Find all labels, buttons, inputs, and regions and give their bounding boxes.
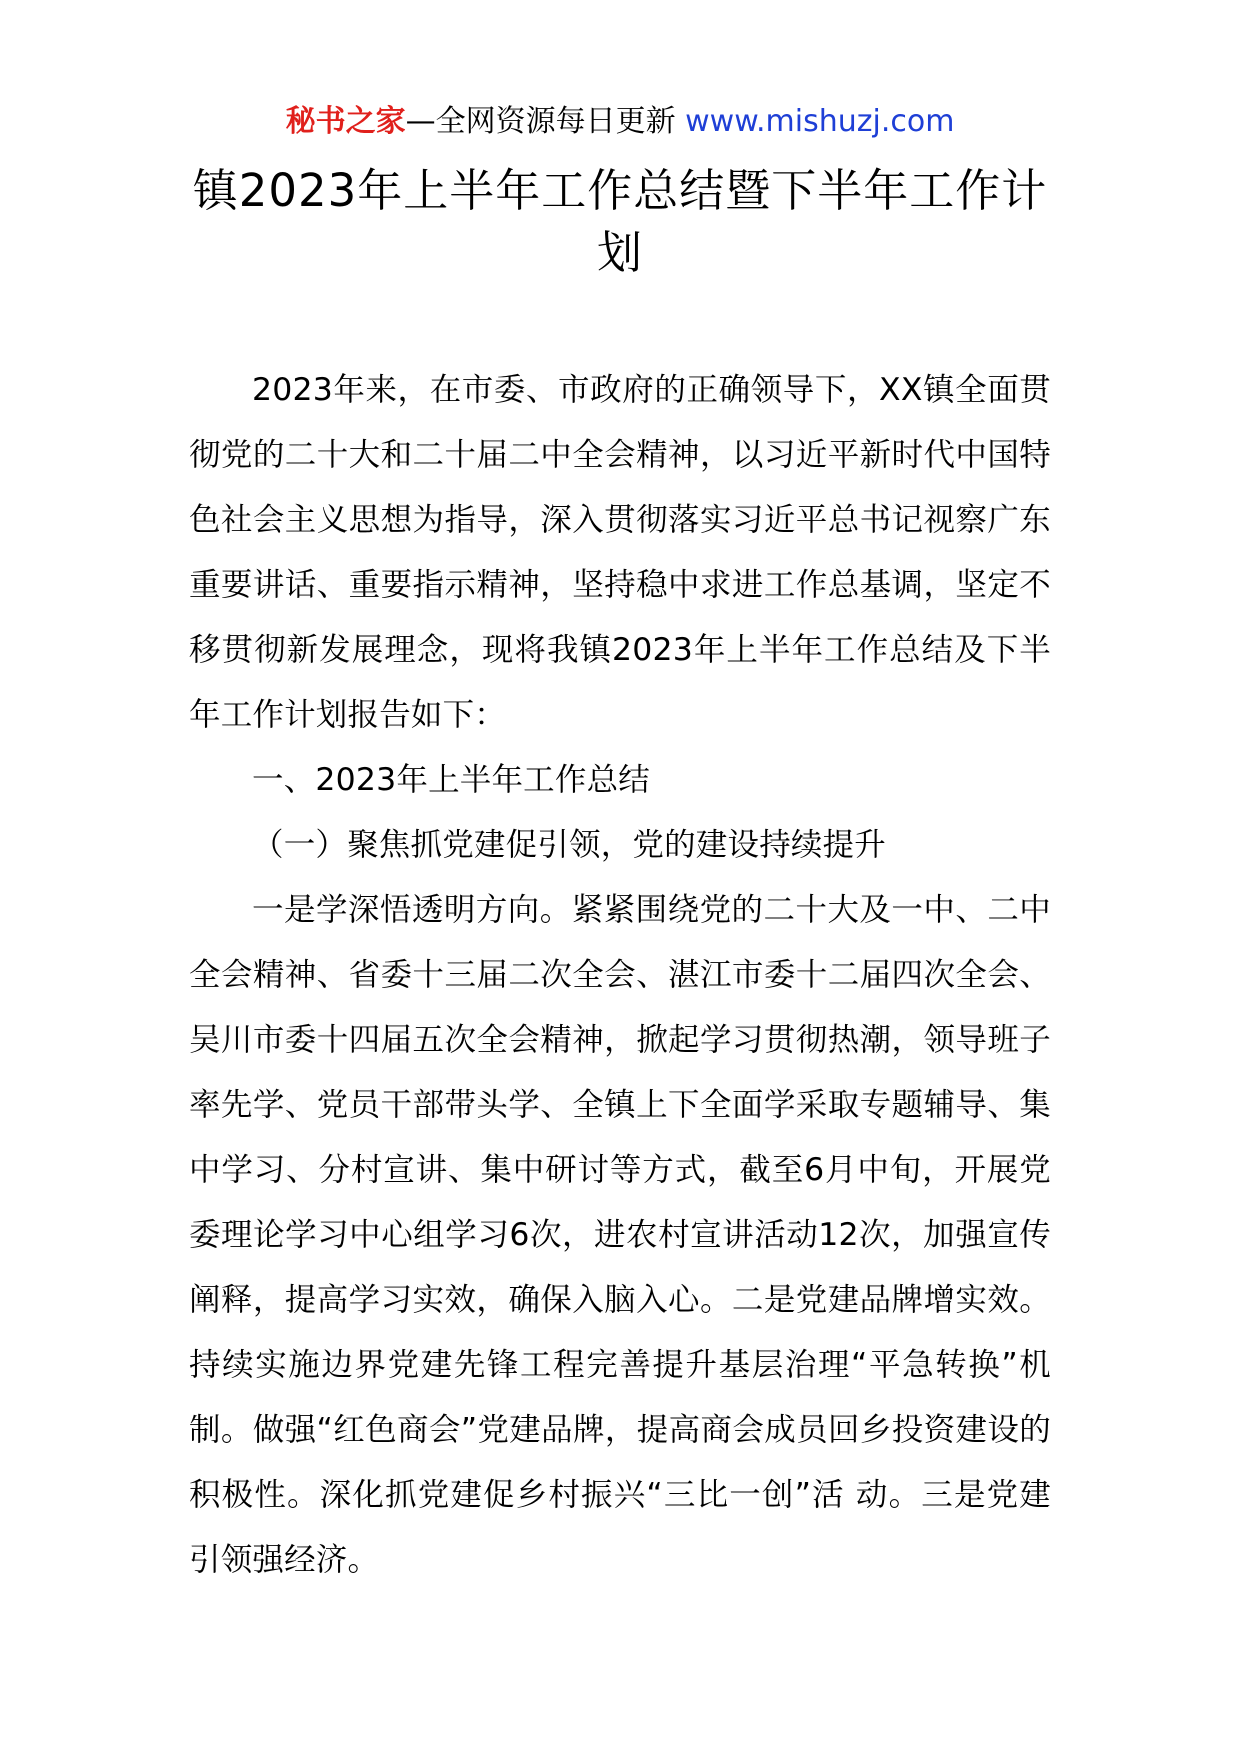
- body-paragraph: 一是学深悟透明方向。紧紧围绕党的二十大及一中、二中全会精神、省委十三届二次全会、湛江市委十二届四次全会、吴川市委十四届五次全会精神，掀起学习贯彻热潮，领导班子率先学、党员干部带头学、全镇上下全面学采取专题辅导、集中学习、分村宣讲、集中研讨等方式，截至6月中旬，开展党委理论学习中心组学习6次，进农村宣讲活动12次，加强宣传阐释，提高学习实效，确保入脑入心。二是党建品牌增实效。持续实施边界党建先锋工程完善提升基层治理“平急转换”机制。做强“红色商会”党建品牌，提高商会成员回乡投资建设的积极性。深化抓党建促乡村振兴“三比一创”活 动。三是党建引领强经济。: [189, 892, 1051, 1578]
- site-header: [0, 100, 1240, 144]
- document-title: 镇2023年上半年工作总结暨下半年工作计划: [192, 164, 1048, 279]
- section-heading: 一、2023年上半年工作总结: [252, 762, 650, 798]
- site-slogan: —全网资源每日更新: [405, 104, 686, 139]
- subsection-heading: （一）聚焦抓党建促引领，党的建设持续提升: [252, 827, 887, 863]
- document-body: [189, 358, 1051, 1593]
- intro-paragraph: 2023年来，在市委、市政府的正确领导下，XX镇全面贯彻党的二十大和二十届二中全会精神，以习近平新时代中国特色社会主义思想为指导，深入贯彻落实习近平总书记视察广东重要讲话、重要指示精神，坚持稳中求进工作总基调，坚定不移贯彻新发展理念，现将我镇2023年上半年工作总结及下半年工作计划报告如下：: [189, 372, 1051, 733]
- site-brand: 秘书之家: [285, 104, 406, 139]
- site-url-link[interactable]: www.mishuzj.com: [685, 104, 955, 139]
